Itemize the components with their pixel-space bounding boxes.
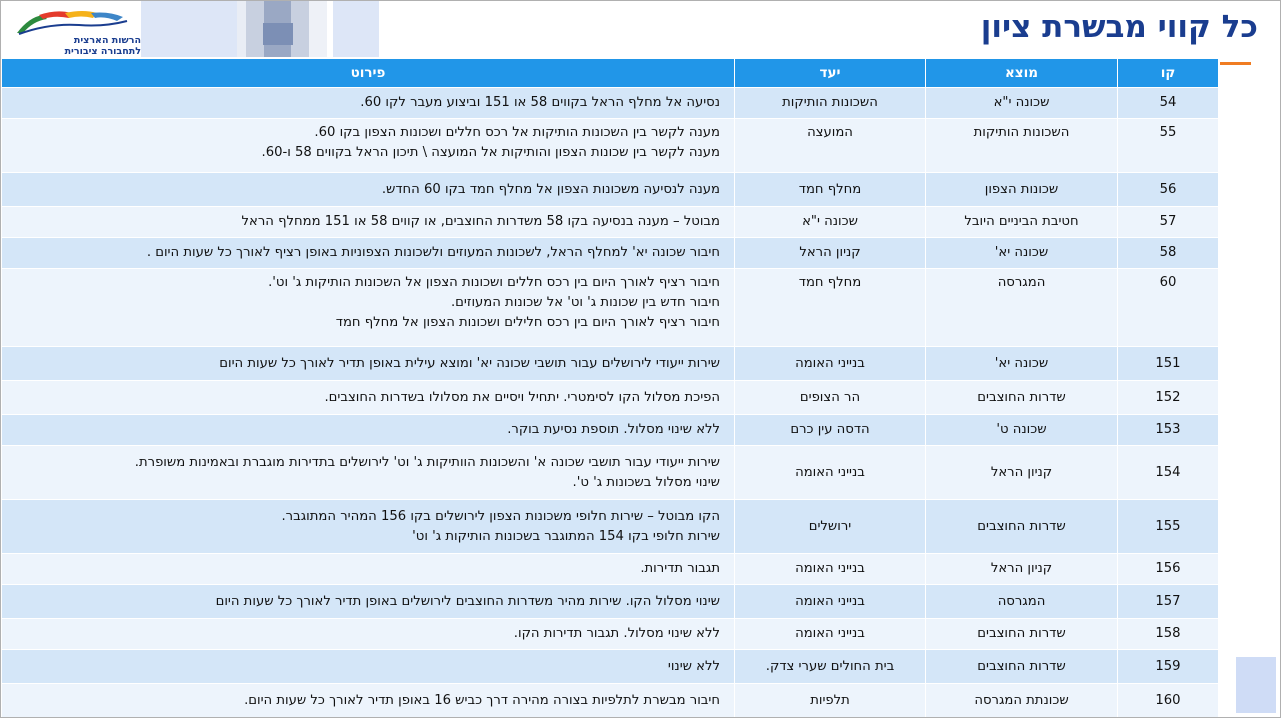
cell-origin: המגרסה (926, 585, 1118, 619)
logo-stripes-icon (9, 7, 139, 37)
table-row (2, 269, 1219, 347)
cell-destination: תלפיות (735, 684, 926, 718)
cell-destination: בנייני האומה (735, 554, 926, 585)
cell-details (2, 500, 735, 554)
detail-line: שירות חלופי בקו 154 המתוגבר בשכונות הותיקות ג' וט' (412, 528, 720, 544)
table-row (2, 619, 1219, 650)
col-header-origin: מוצא (926, 59, 1118, 88)
cell-line: 54 (1118, 88, 1219, 119)
detail-line: חיבור מבשרת לתלפיות בצורה מהירה דרך כביש 16 באופן תדיר לאורך כל שעות היום. (244, 692, 720, 708)
table-row (2, 381, 1219, 415)
cell-destination: מחלף חמד (735, 269, 926, 347)
detail-line: חיבור חדש בין שכונות ג' וט' אל שכונות המעוזים. (450, 295, 720, 310)
cell-line: 160 (1118, 684, 1219, 718)
blurred-logo-area (141, 1, 237, 57)
detail-line: שירות ייעודי עבור תושבי שכונה א' והשכונות הוותיקות ג' וט' לירושלים בתדירות מוגברת ובאמינות משופרת. (134, 454, 720, 470)
table-row (2, 347, 1219, 381)
detail-line: ללא שינוי (667, 658, 720, 674)
detail-line: חיבור רציף לאורך היום בין רכס חלילים ושכונות הצפון אל מחלף חמד (335, 315, 720, 330)
detail-line: חיבור שכונה יא' למחלף הראל, לשכונות המעוזים ולשכונות הצפוניות באופן רציף לאורך כל שעות היום . (146, 245, 720, 260)
logo-line2: לתחבורה ציבורית (64, 46, 141, 57)
cell-origin: קניון הראל (926, 554, 1118, 585)
cell-origin: שדרות החוצבים (926, 500, 1118, 554)
table-row (2, 650, 1219, 684)
cell-origin: קניון הראל (926, 446, 1118, 500)
table-header-row (2, 59, 1219, 88)
table-row (2, 684, 1219, 718)
cell-destination: המועצה (735, 119, 926, 173)
cell-details (2, 119, 735, 173)
cell-details (2, 269, 735, 347)
cell-origin: שכונה ט' (926, 415, 1118, 446)
cell-origin: השכונות הותיקות (926, 119, 1118, 173)
detail-line: מענה לקשר בין שכונות הצפון והותיקות אל המועצה \ תיכון הראל בקווים 58 ו-60. (261, 145, 720, 160)
detail-line: מבוטל – מענה בנסיעה בקו 58 משדרות החוצבים, או קווים 58 או 151 ממחלף הראל (241, 214, 720, 229)
cell-line: 151 (1118, 347, 1219, 381)
cell-line: 156 (1118, 554, 1219, 585)
cell-line: 158 (1118, 619, 1219, 650)
detail-line: חיבור רציף לאורך היום בין רכס חללים ושכונות הצפון אל השכונות הותיקות ג' וט'. (268, 275, 720, 290)
detail-line: שינוי מסלול בשכונות ג' ט'. (572, 474, 720, 490)
table-row (2, 585, 1219, 619)
cell-line: 155 (1118, 500, 1219, 554)
table-body (2, 88, 1219, 718)
cell-details (2, 88, 735, 119)
blurred-logo-area (333, 1, 379, 57)
corner-decoration (1236, 657, 1276, 713)
cell-details (2, 650, 735, 684)
cell-destination: בנייני האומה (735, 347, 926, 381)
cell-line: 55 (1118, 119, 1219, 173)
cell-destination: בית החולים שערי צדק. (735, 650, 926, 684)
cell-details (2, 684, 735, 718)
cell-details (2, 585, 735, 619)
detail-line: מענה לנסיעה משכונות הצפון אל מחלף חמד בקו 60 החדש. (381, 181, 720, 197)
cell-line: 56 (1118, 173, 1219, 207)
cell-line: 157 (1118, 585, 1219, 619)
table-row (2, 554, 1219, 585)
cell-origin: שכונות הצפון (926, 173, 1118, 207)
cell-origin: המגרסה (926, 269, 1118, 347)
cell-details (2, 415, 735, 446)
cell-destination: קניון הראל (735, 238, 926, 269)
table-row (2, 500, 1219, 554)
detail-line: נסיעה אל מחלף הראל בקווים 58 או 151 וביצוע מעבר לקו 60. (360, 95, 720, 110)
cell-details (2, 207, 735, 238)
detail-line: הפיכת מסלול הקו לסימטרי. יתחיל ויסיים את מסלולו בשדרות החוצבים. (324, 389, 720, 405)
cell-details (2, 619, 735, 650)
col-header-destination: יעד (735, 59, 926, 88)
detail-line: ללא שינוי מסלול. תגבור תדירות הקו. (513, 626, 720, 641)
table-row (2, 415, 1219, 446)
table-row (2, 207, 1219, 238)
cell-details (2, 446, 735, 500)
cell-line: 159 (1118, 650, 1219, 684)
cell-destination: הדסה עין כרם (735, 415, 926, 446)
cell-destination: ירושלים (735, 500, 926, 554)
cell-origin: שדרות החוצבים (926, 650, 1118, 684)
table-row (2, 446, 1219, 500)
cell-origin: שכונתת המגרסה (926, 684, 1118, 718)
cell-origin: שכונה יא' (926, 238, 1118, 269)
table-row (2, 119, 1219, 173)
cell-line: 153 (1118, 415, 1219, 446)
cell-destination: בנייני האומה (735, 446, 926, 500)
cell-destination: בנייני האומה (735, 619, 926, 650)
cell-origin: חטיבת הביניים היובל (926, 207, 1118, 238)
detail-line: תגבור תדירות. (640, 561, 720, 576)
cell-origin: שדרות החוצבים (926, 619, 1118, 650)
cell-origin: שכונה י"א (926, 88, 1118, 119)
cell-destination: בנייני האומה (735, 585, 926, 619)
cell-destination: מחלף חמד (735, 173, 926, 207)
page-title: כל קווי מבשרת ציון (980, 9, 1258, 45)
cell-line: 152 (1118, 381, 1219, 415)
cell-line: 154 (1118, 446, 1219, 500)
cell-line: 57 (1118, 207, 1219, 238)
detail-line: שינוי מסלול הקו. שירות מהיר משדרות החוצבים לירושלים באופן תדיר לאורך כל שעות היום (215, 593, 720, 609)
detail-line: הקו מבוטל – שירות חלופי משכונות הצפון לירושלים בקו 156 המהיר המתוגבר. (281, 508, 720, 524)
cell-line: 58 (1118, 238, 1219, 269)
cell-details (2, 381, 735, 415)
lines-table (1, 58, 1219, 718)
cell-destination: שכונה י"א (735, 207, 926, 238)
cell-line: 60 (1118, 269, 1219, 347)
detail-line: ללא שינוי מסלול. תוספת נסיעת בוקר. (507, 422, 720, 437)
table-row (2, 173, 1219, 207)
cell-origin: שדרות החוצבים (926, 381, 1118, 415)
cell-details (2, 173, 735, 207)
detail-line: שירות ייעודי לירושלים עבור תושבי שכונה יא' ומוצא עילית באופן תדיר לאורך כל שעות היום (219, 355, 720, 371)
accent-bar (1220, 62, 1251, 65)
detail-line: מענה לקשר בין השכונות הותיקות אל רכס חללים ושכונות הצפון בקו 60. (314, 125, 720, 140)
logo-line1: הרשות הארצית (73, 35, 141, 46)
cell-details (2, 238, 735, 269)
col-header-line: קו (1118, 59, 1219, 88)
cell-destination: הר הצופים (735, 381, 926, 415)
table-row (2, 238, 1219, 269)
nta-logo (9, 7, 139, 59)
col-header-details: פירוט (2, 59, 735, 88)
cell-destination: השכונות הותיקות (735, 88, 926, 119)
cell-details (2, 347, 735, 381)
table-row (2, 88, 1219, 119)
cell-details (2, 554, 735, 585)
cell-origin: שכונה יא' (926, 347, 1118, 381)
blurred-logo-area (263, 23, 293, 45)
